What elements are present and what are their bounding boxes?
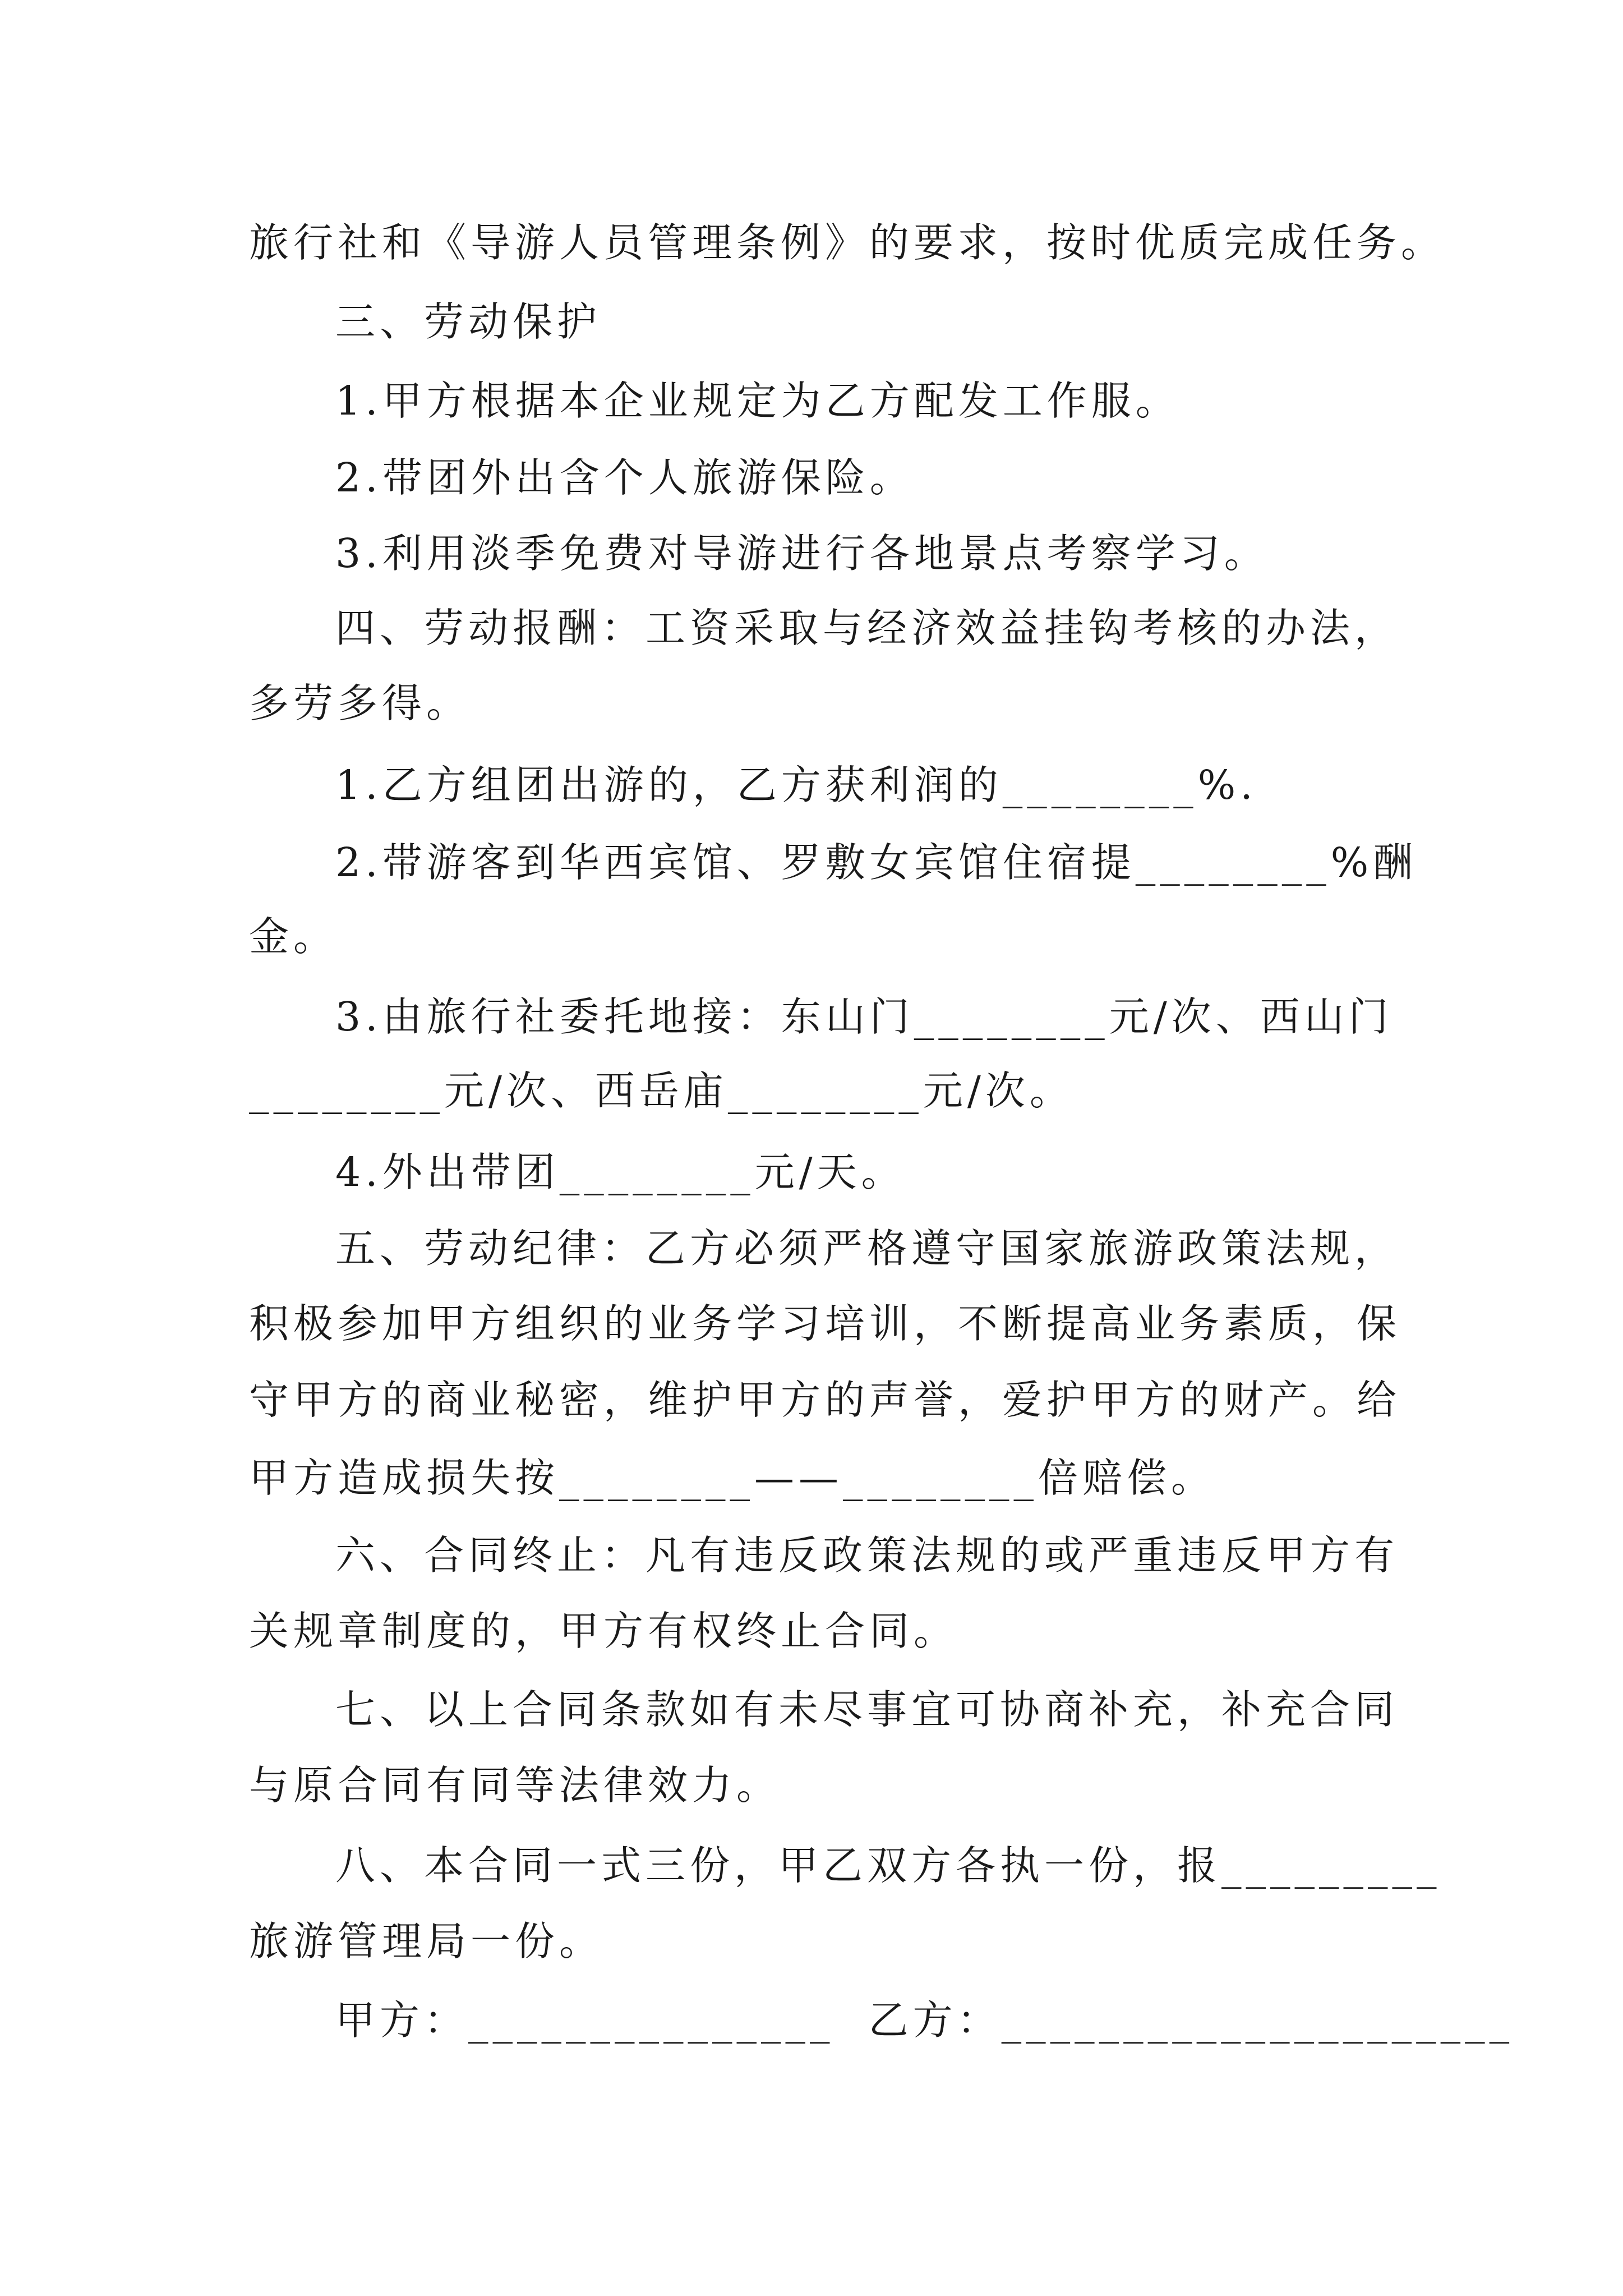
paragraph-line-local-reception-cont: ________元/次、西岳庙________元/次。	[249, 1068, 1074, 1114]
paragraph-line-hotel-commission-cont: 金。	[249, 913, 338, 960]
paragraph-line-remuneration-cont: 多劳多得。	[249, 680, 471, 726]
section-heading-termination: 六、合同终止：凡有违反政策法规的或严重违反甲方有	[335, 1532, 1399, 1579]
paragraph-line-1: 旅行社和《导游人员管理条例》的要求，按时优质完成任务。	[249, 219, 1446, 266]
list-item-hotel-commission: 2.带游客到华西宾馆、罗敷女宾馆住宿提________%酬	[335, 839, 1418, 886]
section-heading-copies: 八、本合同一式三份，甲乙双方各执一份，报_________	[335, 1842, 1441, 1889]
list-item-work-clothes: 1.甲方根据本企业规定为乙方配发工作服。	[335, 378, 1180, 424]
signature-line: 甲方：_______________ 乙方：_____________________	[335, 1997, 1514, 2044]
section-heading-remuneration: 四、劳动报酬：工资采取与经济效益挂钩考核的办法，	[335, 605, 1399, 651]
list-item-local-reception: 3.由旅行社委托地接：东山门________元/次、西山门	[335, 993, 1393, 1040]
paragraph-line-discipline-4: 甲方造成损失按________——________倍赔偿。	[249, 1455, 1216, 1501]
list-item-profit-share: 1.乙方组团出游的，乙方获利润的________%.	[335, 762, 1257, 808]
list-item-study-trips: 3.利用淡季免费对导游进行各地景点考察学习。	[335, 530, 1269, 577]
section-heading-discipline: 五、劳动纪律：乙方必须严格遵守国家旅游政策法规，	[335, 1225, 1399, 1272]
list-item-tour-daily: 4.外出带团________元/天。	[335, 1149, 906, 1195]
paragraph-line-supplement-cont: 与原合同有同等法律效力。	[249, 1762, 781, 1809]
paragraph-line-discipline-3: 守甲方的商业秘密，维护甲方的声誉，爱护甲方的财产。给	[249, 1377, 1401, 1423]
paragraph-line-copies-cont: 旅游管理局一份。	[249, 1918, 604, 1964]
paragraph-line-termination-cont: 关规章制度的，甲方有权终止合同。	[249, 1608, 958, 1654]
section-heading-labor-protection: 三、劳动保护	[335, 298, 602, 345]
paragraph-line-discipline-2: 积极参加甲方组织的业务学习培训，不断提高业务素质，保	[249, 1300, 1401, 1347]
list-item-insurance: 2.带团外出含个人旅游保险。	[335, 454, 914, 501]
section-heading-supplement: 七、以上合同条款如有未尽事宜可协商补充，补充合同	[335, 1686, 1399, 1733]
